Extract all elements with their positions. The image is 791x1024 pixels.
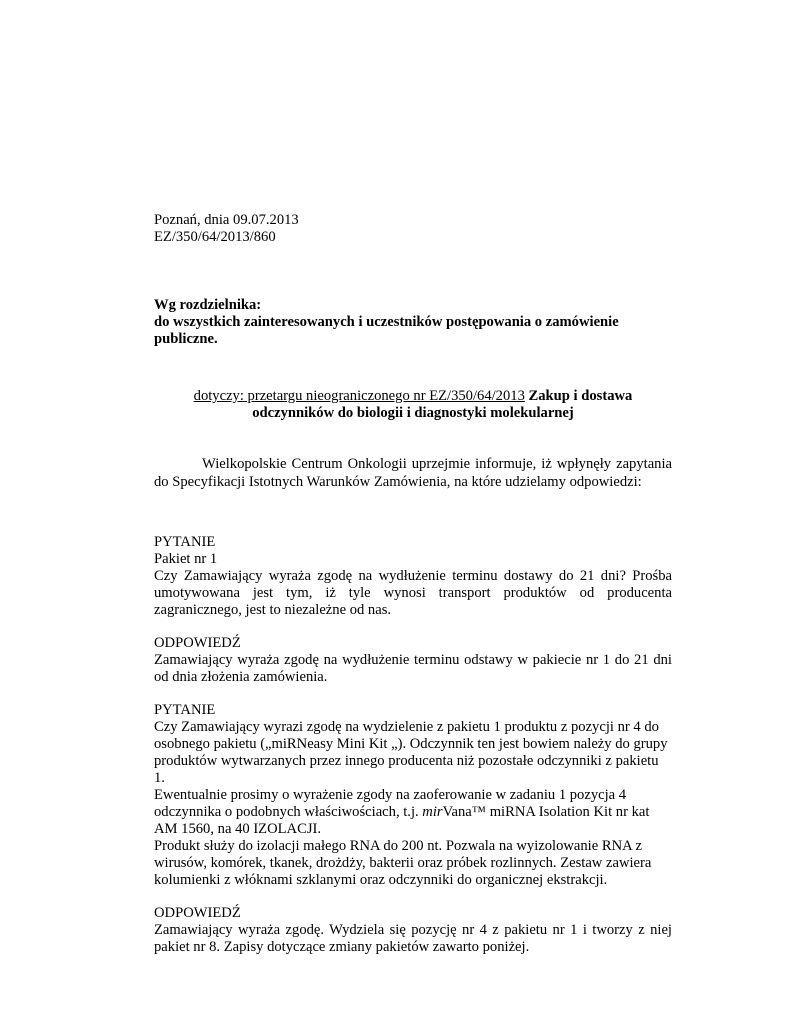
intro-paragraph: Wielkopolskie Centrum Onkologii uprzejmie informuje, iż wpłynęły zapytania do Specyfikacji Istotnych Warunków Zamówienia, na które udzielamy odpowiedzi: [154,456,672,490]
question-2 [154,702,672,889]
place-date: Poznań, dnia 09.07.2013 [154,212,299,228]
question-heading: PYTANIE [154,702,216,718]
question-1 [154,534,672,619]
answer-heading: ODPOWIEDŹ [154,635,241,651]
addressee-line-2: do wszystkich zainteresowanych i uczestników postępowania o zamówienie publiczne. [154,314,619,347]
question-text-p3: Produkt służy do izolacji małego RNA do 200 nt. Pozwala na wyizolowanie RNA z wirusów, komórek, tkanek, drożdży, bakterii oraz próbek rozlinnych. Zestaw zawiera kolumienki z włóknami szklanymi oraz odczynniki do organicznej ekstrakcji. [154,838,652,888]
answer-text: Zamawiający wyraża zgodę na wydłużenie terminu odstawy w pakiecie nr 1 do 21 dni od dnia złożenia zamówienia. [154,652,672,685]
addressee-line-1: Wg rozdzielnika: [154,297,262,313]
answer-1 [154,635,672,686]
letter-body [154,212,672,956]
answer-2 [154,905,672,956]
question-text: Czy Zamawiający wyraża zgodę na wydłużenie terminu dostawy do 21 dni? Prośba umotywowana jest tym, iż tyle wynosi transport produktów od producenta zagranicznego, jest to niezależne od nas. [154,568,672,618]
subject-prefix: dotyczy: przetargu nieograniczonego nr EZ/350/64/2013 [193,388,525,404]
question-text-p1: Czy Zamawiający wyrazi zgodę na wydzielenie z pakietu 1 produktu z pozycji nr 4 do osobnego pakietu („miRNeasy Mini Kit „). Odczynnik ten jest bowiem należy do grupy produktów wytwarzanych przez innego producenta niż pozostałe odczynniki z pakietu 1. [154,719,668,786]
question-text-p2-end: Vana™ miRNA Isolation Kit nr kat AM 1560, na 40 IZOLACJI. [154,804,650,837]
answer-heading: ODPOWIEDŹ [154,905,241,921]
reference-number: EZ/350/64/2013/860 [154,229,276,245]
subject-title: Zakup i dostawa odczynników do biologii i diagnostyki molekularnej [252,388,633,421]
question-heading: PYTANIE [154,534,216,550]
answer-text: Zamawiający wyraża zgodę. Wydziela się pozycję nr 4 z pakietu nr 1 i tworzy z niej pakiet nr 8. Zapisy dotyczące zmiany pakietów zawarto poniżej. [154,922,672,955]
subject-line [154,388,672,422]
addressee-block [154,297,672,348]
package-label: Pakiet nr 1 [154,551,218,567]
question-text-p2-start: Ewentualnie prosimy o wyrażenie zgody na zaoferowanie w zadaniu 1 pozycja 4 odczynnika o podobnych właściwościach, t.j. [154,787,627,820]
product-name-italic: mir [422,804,443,820]
letter-header [154,212,672,246]
question-text-p2 [154,787,672,838]
